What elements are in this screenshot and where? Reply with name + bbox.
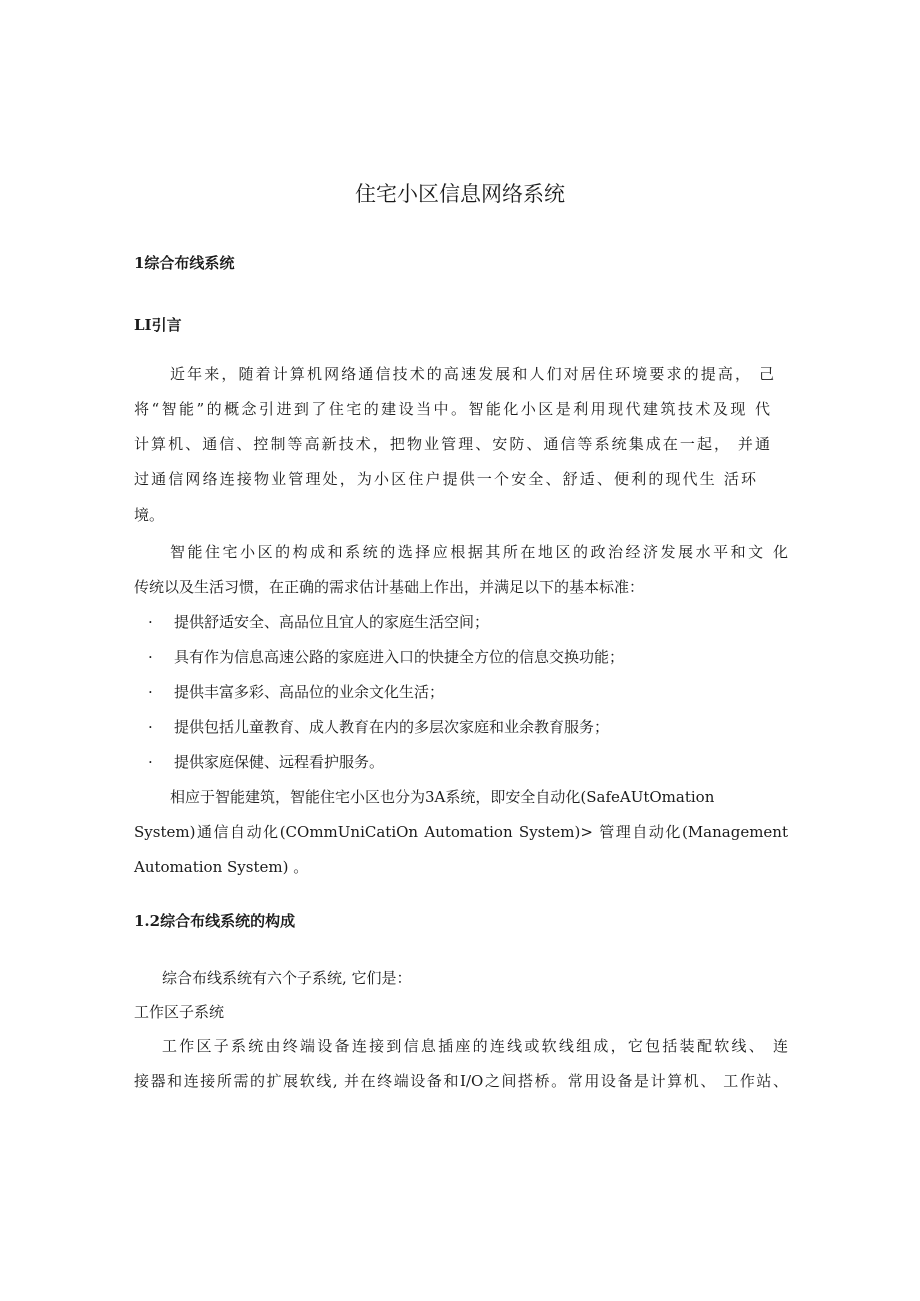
section-heading-1-2: 1.2综合布线系统的构成	[134, 912, 296, 930]
bullet-item: 提供舒适安全、高品位且宜人的家庭生活空间；	[174, 613, 490, 631]
bullet-marker: ·	[148, 683, 153, 701]
bullet-item: 提供包括儿童教育、成人教育在内的多层次家庭和业余教育服务；	[174, 718, 610, 736]
paragraph-2-line: 传统以及生活习惯，在正确的需求估计基础上作出，并满足以下的基本标准：	[134, 578, 645, 596]
section-heading-1: 1综合布线系统	[134, 254, 235, 272]
paragraph-3-line: System)通信自动化(COmmUniCatiOn Automation System)> 管理自动化(Management	[134, 823, 788, 841]
paragraph-1-line: 过通信网络连接物业管理处，为小区住户提供一个安全、舒适、便利的现代生 活环	[134, 470, 756, 488]
bullet-marker: ·	[148, 648, 153, 666]
bullet-item: 提供丰富多彩、高品位的业余文化生活；	[174, 683, 445, 701]
paragraph-1-line: 计算机、通信、控制等高新技术，把物业管理、安防、通信等系统集成在一起， 并通	[134, 435, 770, 453]
bullet-marker: ·	[148, 753, 153, 771]
paragraph-1-line: 境。	[134, 506, 165, 524]
page-title: 住宅小区信息网络系统	[355, 182, 565, 206]
bullet-marker: ·	[148, 718, 153, 736]
paragraph-2-line: 智能住宅小区的构成和系统的选择应根据其所在地区的政治经济发展水平和文 化	[170, 543, 788, 561]
paragraph-4: 综合布线系统有六个子系统, 它们是：	[162, 969, 412, 987]
bullet-item: 具有作为信息高速公路的家庭进入口的快捷全方位的信息交换功能；	[174, 648, 625, 666]
paragraph-3-line: Automation System) 。	[134, 858, 309, 876]
paragraph-1-line: 近年来，随着计算机网络通信技术的高速发展和人们对居住环境要求的提高， 己	[170, 365, 774, 383]
bullet-marker: ·	[148, 613, 153, 631]
paragraph-3-line: 相应于智能建筑，智能住宅小区也分为3A系统，即安全自动化(SafeAUtOmation	[170, 788, 715, 806]
subsection-heading: 工作区子系统	[134, 1003, 225, 1021]
paragraph-1-line: 将“智能”的概念引进到了住宅的建设当中。智能化小区是利用现代建筑技术及现 代	[134, 400, 770, 418]
paragraph-5-line: 接器和连接所需的扩展软线, 并在终端设备和I/O之间搭桥。常用设备是计算机、 工作站、	[134, 1072, 788, 1090]
bullet-item: 提供家庭保健、远程看护服务。	[174, 753, 385, 771]
section-heading-1-1: LI引言	[134, 316, 182, 334]
paragraph-5-line: 工作区子系统由终端设备连接到信息插座的连线或软线组成，它包括装配软线、 连	[162, 1037, 788, 1055]
